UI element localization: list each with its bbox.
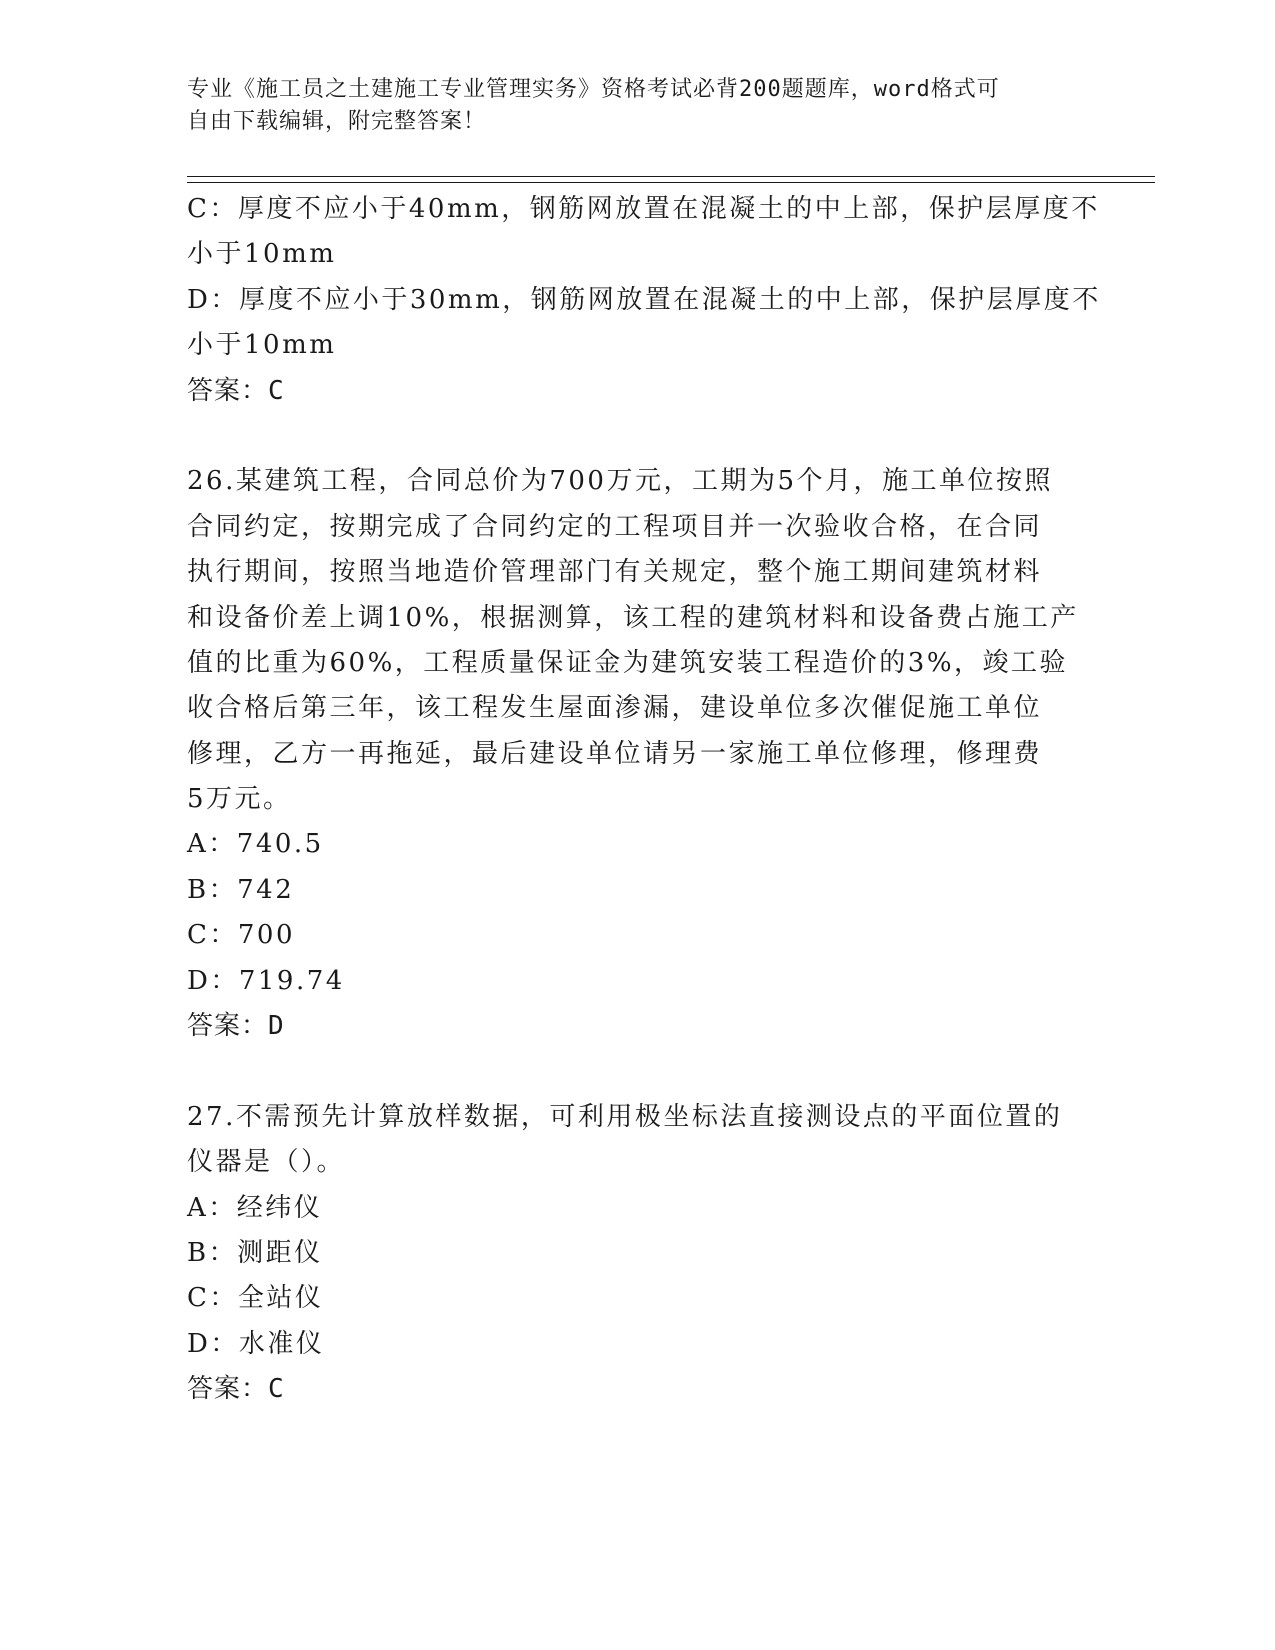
q25-option-d-line-1: D：厚度不应小于30mm，钢筋网放置在混凝土的中上部，保护层厚度不: [187, 284, 1101, 315]
header-title-line-2: 自由下载编辑，附完整答案！: [187, 109, 487, 134]
q27-stem-line-1: 27.不需预先计算放样数据，可利用极坐标法直接测设点的平面位置的: [187, 1101, 1063, 1132]
header-title-line-1: 专业《施工员之土建施工专业管理实务》资格考试必背200题题库，word格式可: [187, 77, 1000, 102]
page-header: [187, 74, 1067, 138]
q26-stem-line-6: 收合格后第三年，该工程发生屋面渗漏，建设单位多次催促施工单位: [187, 693, 1043, 724]
q27-option-b: B：测距仪: [187, 1237, 323, 1268]
header-divider-top: [187, 176, 1155, 177]
q26-stem-line-8: 5万元。: [187, 784, 292, 815]
q26-option-d: D：719.74: [187, 965, 345, 996]
q26-stem-line-7: 修理，乙方一再拖延，最后建设单位请另一家施工单位修理，修理费: [187, 738, 1043, 769]
q26-stem-line-4: 和设备价差上调10%，根据测算，该工程的建筑材料和设备费占施工产: [187, 602, 1079, 633]
spacer: [187, 414, 1087, 459]
q25-option-c-line-2: 小于10mm: [187, 239, 337, 270]
header-divider-bottom: [187, 182, 1155, 183]
q27-option-d: D：水准仪: [187, 1328, 325, 1359]
q25-answer: 答案：C: [187, 375, 285, 406]
q26-stem-line-3: 执行期间，按照当地造价管理部门有关规定，整个施工期间建筑材料: [187, 557, 1043, 588]
q26-stem-line-5: 值的比重为60%，工程质量保证金为建筑安装工程造价的3%，竣工验: [187, 647, 1069, 678]
q27-option-a: A：经纬仪: [187, 1192, 323, 1223]
q27-answer: 答案：C: [187, 1374, 285, 1405]
document-body: [187, 187, 1101, 1413]
q26-stem-line-2: 合同约定，按期完成了合同约定的工程项目并一次验收合格，在合同: [187, 511, 1043, 542]
q27-stem-line-2: 仪器是（）。: [187, 1147, 346, 1178]
q26-option-b: B：742: [187, 874, 295, 905]
q25-option-c-line-1: C：厚度不应小于40mm，钢筋网放置在混凝土的中上部，保护层厚度不: [187, 194, 1100, 224]
q25-option-d-line-2: 小于10mm: [187, 330, 337, 361]
q26-option-c: C：700: [187, 920, 296, 951]
q27-option-c: C：全站仪: [187, 1283, 324, 1314]
spacer: [187, 1049, 1087, 1094]
q26-option-a: A：740.5: [187, 829, 324, 860]
q26-stem-line-1: 26.某建筑工程，合同总价为700万元，工期为5个月，施工单位按照: [187, 466, 1054, 497]
q26-answer: 答案：D: [187, 1011, 285, 1042]
